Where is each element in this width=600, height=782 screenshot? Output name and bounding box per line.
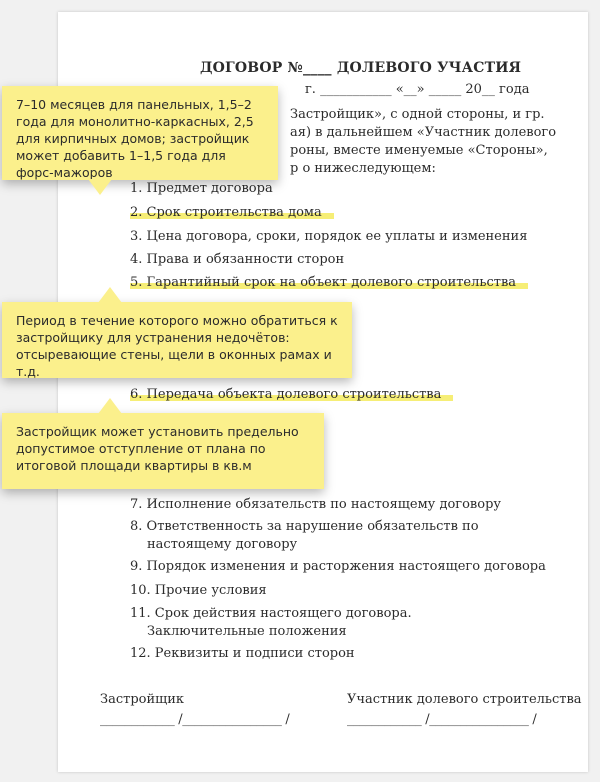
signature-label-participant: Участник долевого строительства [347, 692, 582, 707]
callout-area-deviation [2, 413, 324, 489]
intro-line-2: ая) в дальнейшем «Участник долевого [290, 125, 557, 140]
callout-warranty-period-text: Период в течение которого можно обратиться к застройщику для устранения недочётов: отсыревающие стены, щели в оконных рамах и т.д. [16, 313, 338, 379]
callout-construction-term [2, 86, 278, 180]
toc-item-2 [130, 204, 334, 222]
intro-line-1: Застройщик», с одной стороны, и гр. [290, 107, 545, 122]
signature-line-developer: ____________ /________________ / [100, 712, 290, 727]
callout-pointer [88, 179, 112, 195]
toc-item-9: 9. Порядок изменения и расторжения настоящего договора [130, 559, 546, 574]
toc-item-11: 11. Срок действия настоящего договора. Заключительные положения [130, 606, 412, 639]
intro-line-4: р о нижеследующем: [290, 161, 436, 176]
callout-pointer [98, 287, 122, 303]
callout-warranty-period [2, 302, 352, 378]
intro-line-3: роны, вместе именуемые «Стороны», [290, 143, 548, 158]
toc-item-12: 12. Реквизиты и подписи сторон [130, 646, 355, 661]
callout-construction-term-text: 7–10 месяцев для панельных, 1,5–2 года для монолитно-каркасных, 2,5 для кирпичных домов; застройщик может добавить 1–1,5 года для форс-мажоров [16, 97, 254, 180]
toc-item-1: 1. Предмет договора [130, 181, 273, 196]
toc-item-10: 10. Прочие условия [130, 583, 267, 598]
toc-item-6-text: 6. Передача объекта долевого строительства [130, 387, 453, 402]
callout-pointer [98, 398, 122, 414]
signature-line-participant: ____________ /________________ / [347, 712, 537, 727]
toc-item-2-text: 2. Срок строительства дома [130, 205, 334, 220]
toc-item-5-text: 5. Гарантийный срок на объект долевого строительства [130, 275, 528, 290]
toc-item-3: 3. Цена договора, сроки, порядок ее уплаты и изменения [130, 229, 528, 244]
toc-item-4: 4. Права и обязанности сторон [130, 252, 345, 267]
date-line: г. ___________ «__» _____ 20__ года [305, 82, 530, 97]
toc-item-5 [130, 274, 528, 292]
contract-title: ДОГОВОР №____ ДОЛЕВОГО УЧАСТИЯ [200, 60, 522, 76]
toc-item-7: 7. Исполнение обязательств по настоящему договору [130, 497, 502, 512]
signature-label-developer: Застройщик [100, 692, 185, 707]
callout-area-deviation-text: Застройщик может установить предельно допустимое отступление от плана по итоговой площади квартиры в кв.м [16, 424, 299, 473]
toc-item-8: 8. Ответственность за нарушение обязательств по настоящему договору [130, 519, 479, 552]
toc-item-6 [130, 386, 453, 404]
